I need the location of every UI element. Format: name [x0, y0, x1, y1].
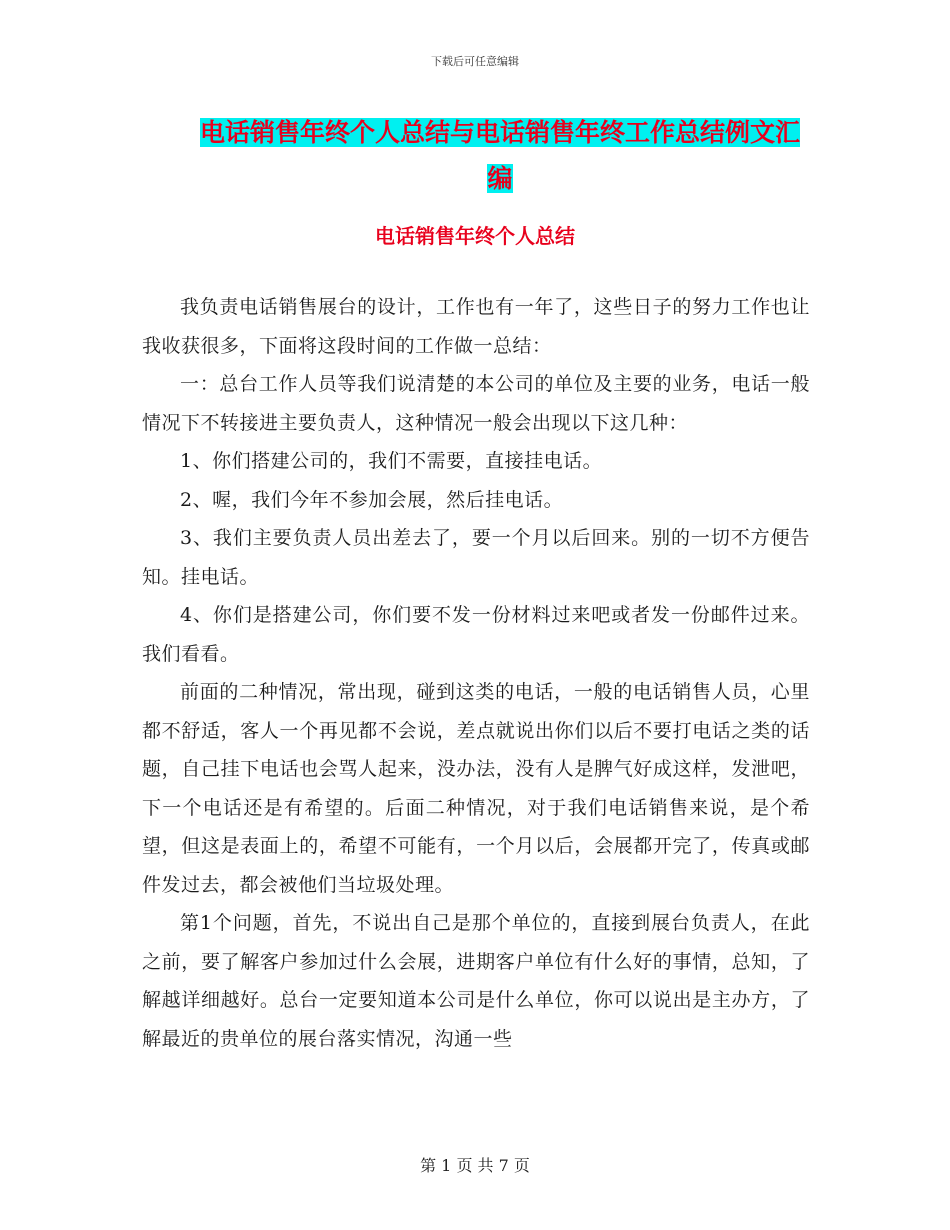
paragraph: 2、喔，我们今年不参加会展，然后挂电话。 — [180, 488, 564, 511]
paragraph: 1、你们搭建公司的，我们不需要，直接挂电话。 — [180, 450, 603, 472]
document-body — [142, 288, 810, 1058]
section-title: 电话销售年终个人总结 — [375, 224, 575, 248]
paragraph: 前面的二种情况，常出现，碰到这类的电话，一般的电话销售人员，心里都不舒适，客人一个再见都不会说，差点就说出你们以后不要打电话之类的话题，自己挂下电话也会骂人起来，没办法，没有人是脾气好成这样，发泄吧，下一个电话还是有希望的。后面二种情况，对于我们电话销售来说，是个希望，但这是表面上的，希望不可能有，一个月以后，会展都开完了，传真或邮件发过去，都会被他们当垃圾处理。 — [142, 681, 810, 896]
document-title — [190, 110, 810, 202]
document-title-text: 电话销售年终个人总结与电话销售年终工作总结例文汇编 — [199, 118, 800, 193]
paragraph: 第1个问题，首先，不说出自己是那个单位的，直接到展台负责人，在此之前，要了解客户参加过什么会展，进期客户单位有什么好的事情，总知，了解越详细越好。总台一定要知道本公司是什么单位，你可以说出是主办方，了解最近的贵单位的展台落实情况，沟通一些 — [142, 912, 810, 1050]
page-number: 第 1 页 共 7 页 — [420, 1156, 530, 1175]
paragraph: 一：总台工作人员等我们说清楚的本公司的单位及主要的业务，电话一般情况下不转接进主要负责人，这种情况一般会出现以下这几种： — [142, 373, 810, 434]
paragraph: 3、我们主要负责人员出差去了，要一个月以后回来。别的一切不方便告知。挂电话。 — [142, 527, 810, 588]
paragraph: 4、你们是搭建公司，你们要不发一份材料过来吧或者发一份邮件过来。我们看看。 — [142, 604, 810, 665]
paragraph: 我负责电话销售展台的设计，工作也有一年了，这些日子的努力工作也让我收获很多，下面将这段时间的工作做一总结： — [142, 296, 810, 357]
header-note: 下载后可任意编辑 — [431, 55, 519, 68]
